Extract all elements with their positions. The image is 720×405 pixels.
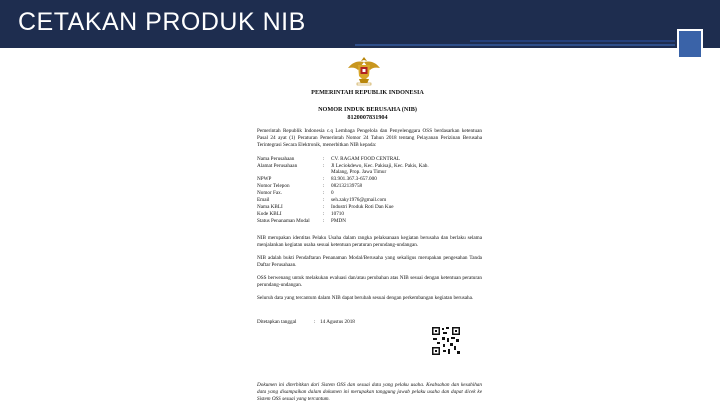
field-row (257, 218, 487, 225)
qr-code-icon (431, 326, 461, 356)
field-colon: : (323, 211, 325, 217)
field-label: Nomor Telepon (257, 183, 290, 189)
field-row (257, 183, 487, 190)
field-colon: : (323, 204, 325, 210)
field-colon: : (323, 183, 325, 189)
field-value: 10710 (331, 211, 344, 217)
body-paragraph: Seluruh data yang tercantum dalam NIB dapat berubah sesuai dengan perkembangan kegiatan berusaha. (257, 295, 474, 301)
header-stripe (470, 40, 675, 42)
field-colon: : (323, 163, 325, 169)
field-label: Nama KBLI (257, 204, 283, 210)
field-label: Status Penanaman Modal (257, 218, 310, 224)
field-row (257, 204, 487, 211)
field-value: CV. RAGAM FOOD CENTRAL (331, 156, 401, 162)
field-value: PMDN (331, 218, 346, 224)
field-colon: : (323, 176, 325, 182)
field-colon: : (323, 156, 325, 162)
field-value: 83.901.367.3-657.000 (331, 176, 377, 182)
field-label: Nama Perusahaan (257, 156, 295, 162)
body-paragraph: NIB adalah bukti Pendaftaran Penanaman Modal/Berusaha yang sekaligus merupakan pengesahan Tanda Daftar Perusahaan. (257, 255, 482, 268)
date-value: 14 Agustus 2018 (320, 319, 355, 325)
field-colon: : (323, 218, 325, 224)
field-row (257, 156, 487, 163)
nib-title: NOMOR INDUK BERUSAHA (NIB) (318, 106, 417, 113)
footer-note: Dokumen ini diterbitkan dari Sistem OSS dan sesuai data yang pelaku usaha. Keabsahan dan kesahihan data yang disampaikan dalam dokumen ini merupakan tanggung jawab pelaku usaha dan dapat dicek ke Sistem OSS sesuai yang tercantum. (257, 382, 482, 402)
body-paragraph: NIB merupakan identitas Pelaku Usaha dalam rangka pelaksanaan kegiatan berusaha dan berlaku selama menjalankan kegiatan usaha sesuai ketentuan peraturan perundang-undangan. (257, 235, 482, 248)
field-colon: : (323, 197, 325, 203)
field-value: Malang, Prop. Jawa Timur (331, 169, 387, 175)
body-paragraph: OSS berwenang untuk melakukan evaluasi dan/atau perubahan atas NIB sesuai dengan ketentuan peraturan perundang-undangan. (257, 275, 482, 288)
field-label: Alamat Perusahaan (257, 163, 298, 169)
corner-accent-box (677, 29, 703, 59)
intro-paragraph: Pemerintah Republik Indonesia c.q Lembaga Pengelola dan Penyelenggara OSS berdasarkan ketentuan Pasal 24 ayat (1) Peraturan Pemerintah Nomor 24 Tahun 2018 tentang Pelayanan Perizinan Berusaha Terintegrasi Secara Elektronik, menerbitkan NIB kepada: (257, 128, 482, 148)
field-row (257, 169, 487, 176)
field-row (257, 211, 487, 218)
field-value: Jl Leciokdewo, Kec. Pakisaji, Kec. Pakis, Kab. (331, 163, 429, 169)
date-colon: : (314, 319, 316, 325)
field-value: Industri Produk Roti Dan Kue (331, 204, 394, 210)
field-value: 082132139758 (331, 183, 363, 189)
field-value: seh.zaky1976@gmail.com (331, 197, 387, 203)
garuda-emblem-icon (347, 54, 381, 86)
field-row (257, 197, 487, 204)
date-label: Ditetapkan tanggal (257, 319, 297, 325)
field-colon: : (323, 190, 325, 196)
slide-title: CETAKAN PRODUK NIB (18, 8, 306, 36)
header-stripe (355, 44, 675, 46)
field-row (257, 190, 487, 197)
nib-document (230, 52, 505, 405)
field-label: Nomor Fax. (257, 190, 283, 196)
field-label: Kode KBLI (257, 211, 282, 217)
field-label: NPWP (257, 176, 272, 182)
nib-number: 8120007831904 (347, 114, 388, 121)
field-row (257, 176, 487, 183)
field-value: 0 (331, 190, 334, 196)
government-heading: PEMERINTAH REPUBLIK INDONESIA (311, 89, 424, 96)
field-label: Email (257, 197, 270, 203)
